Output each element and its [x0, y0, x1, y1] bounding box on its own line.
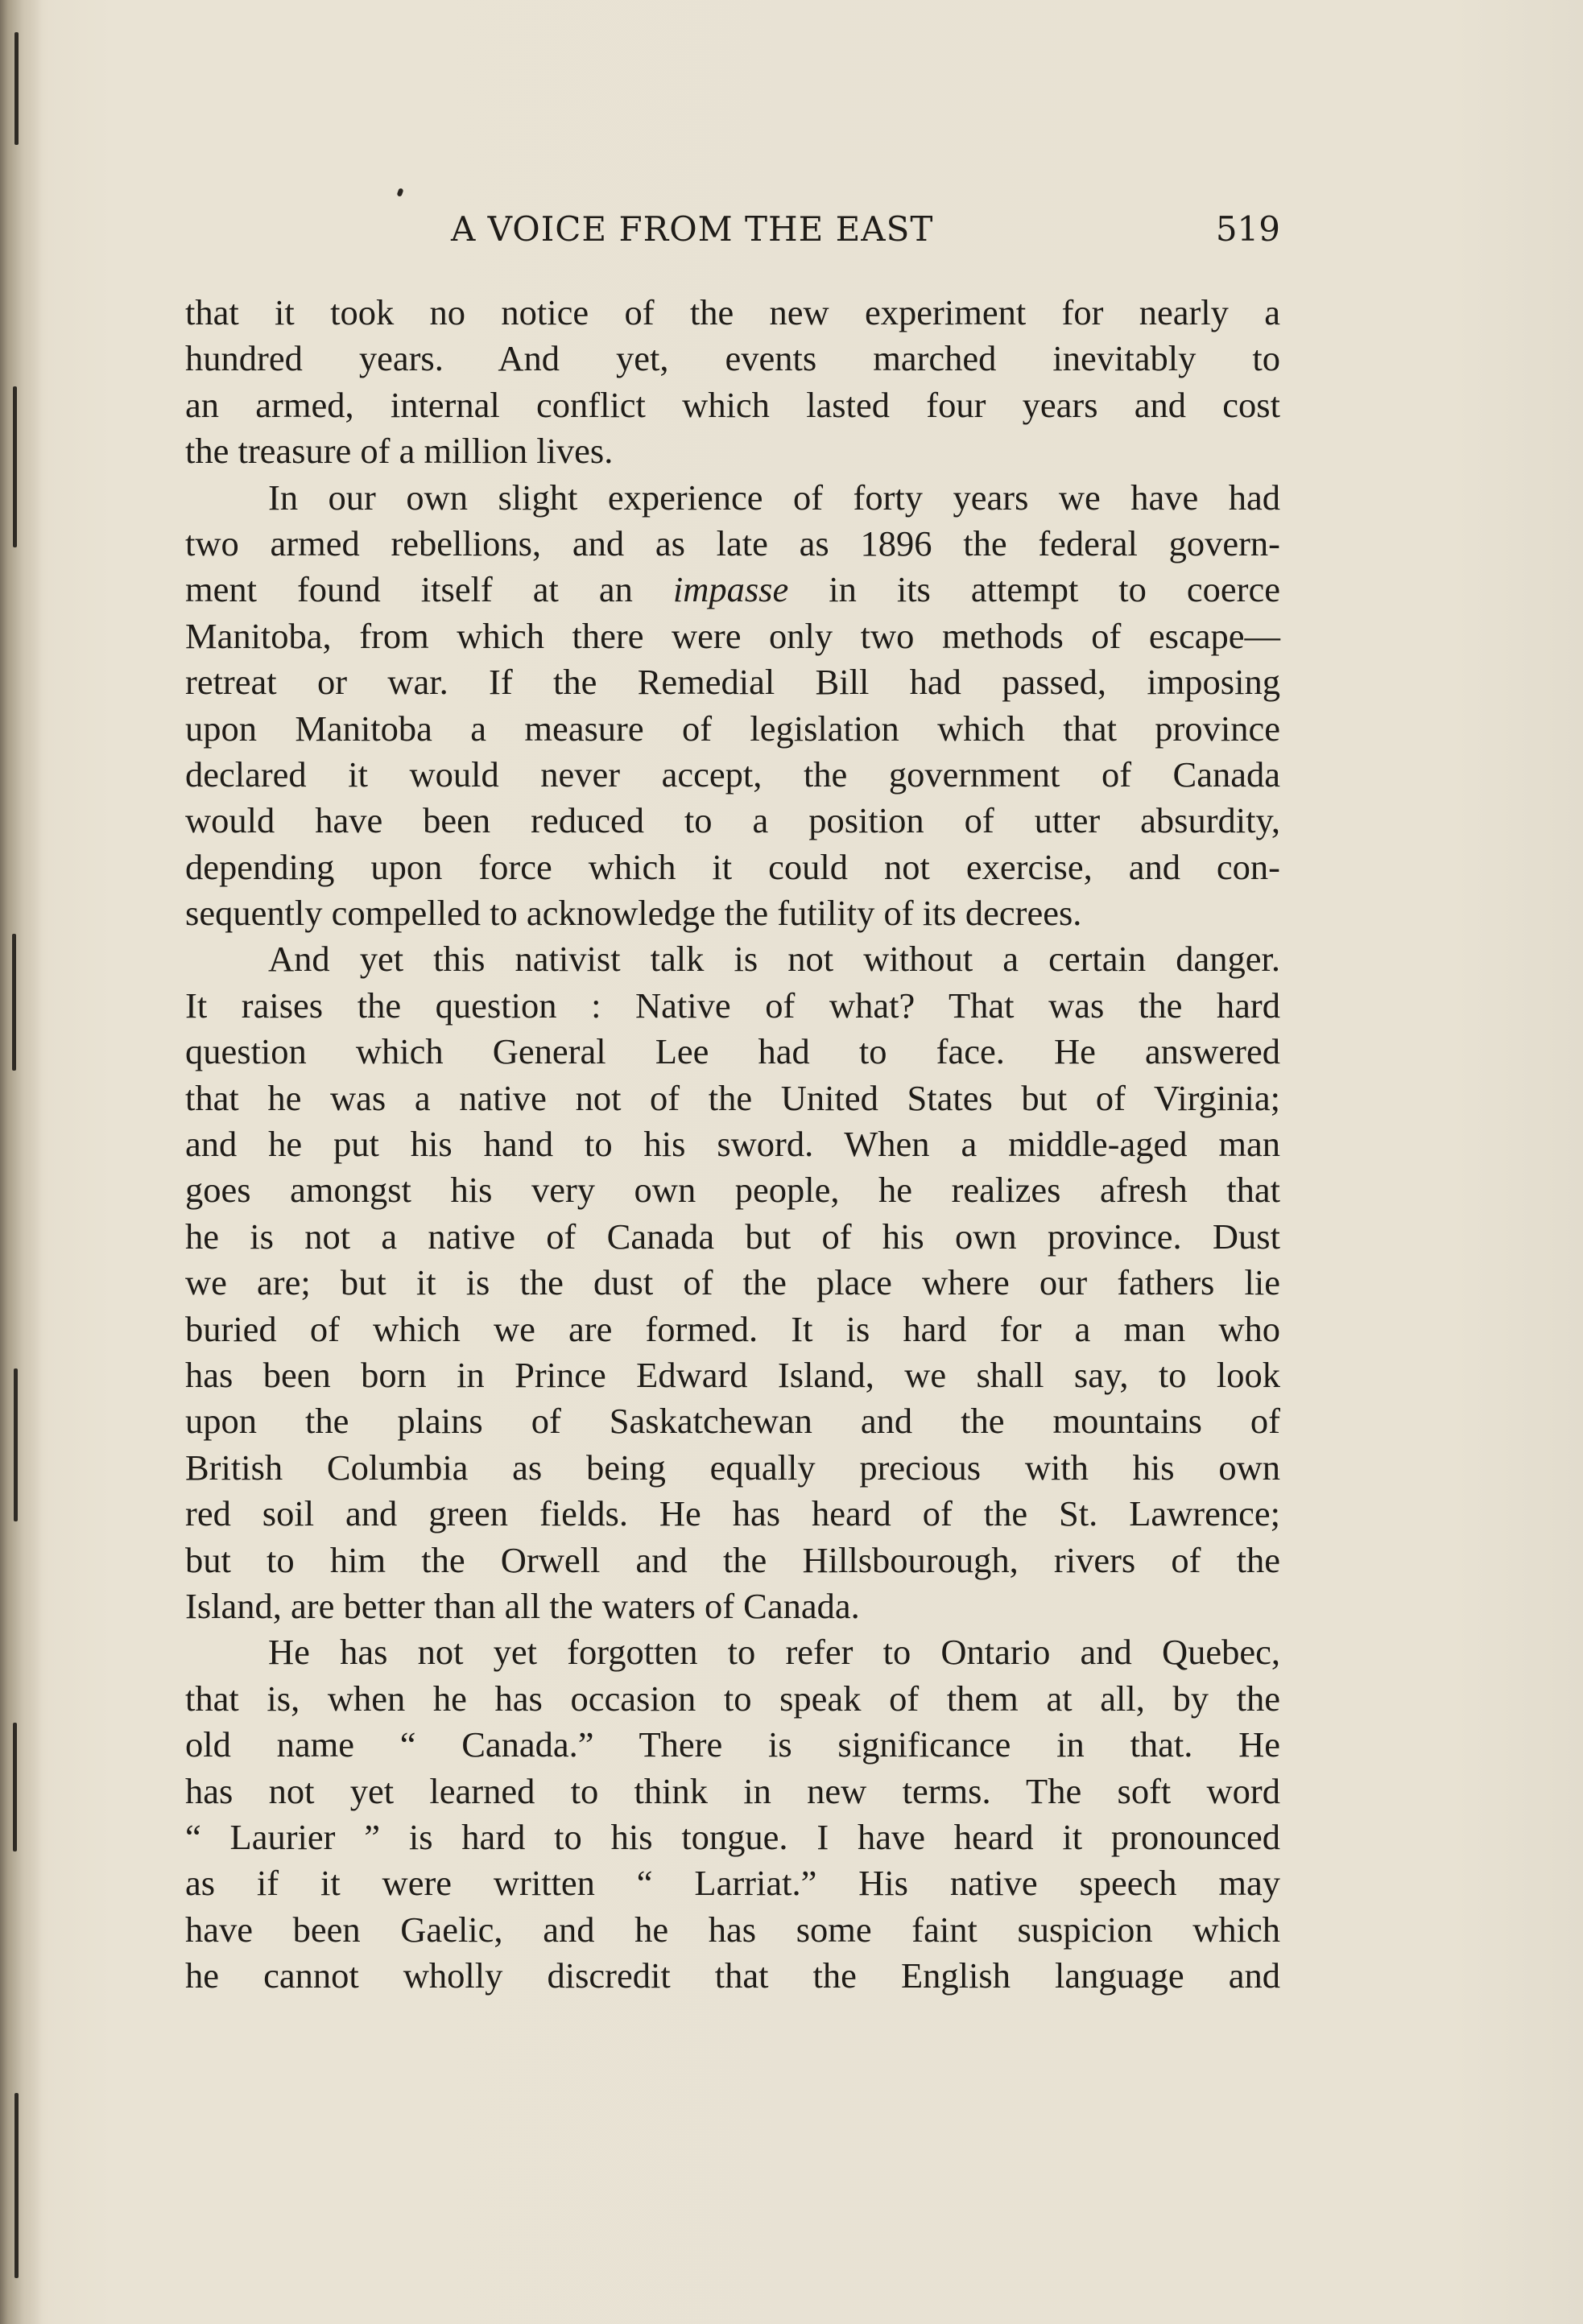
- binding-thread-mark: [14, 32, 19, 145]
- text-line: British Columbia as being equally precious with his own: [185, 1447, 1280, 1488]
- text-line: that it took no notice of the new experiment for nearly a: [185, 292, 1280, 332]
- text-line: as if it were written “ Larriat.” His native speech may: [185, 1863, 1280, 1904]
- text-line: upon the plains of Saskatchewan and the mountains of: [185, 1401, 1280, 1442]
- ink-dot: [396, 188, 403, 196]
- text-line: In our own slight experience of forty years we have had: [268, 477, 1280, 518]
- binding-thread-mark: [12, 934, 16, 1071]
- text-line: Manitoba, from which there were only two methods of escape—: [185, 615, 1280, 656]
- text-line: buried of which we are formed. It is hard for a man who: [185, 1308, 1280, 1349]
- text-line: He has not yet forgotten to refer to Ontario and Quebec,: [268, 1632, 1280, 1673]
- binding-thread-mark: [13, 386, 17, 547]
- italic-term: impasse: [672, 569, 789, 610]
- binding-thread-mark: [14, 1368, 18, 1521]
- text-line: goes amongst his very own people, he realizes afresh that: [185, 1170, 1280, 1211]
- binding-edge: [0, 0, 42, 2324]
- text-line: an armed, internal conflict which lasted four years and cost: [185, 384, 1280, 425]
- text-line: that is, when he has occasion to speak of them at all, by the: [185, 1678, 1280, 1719]
- text-line: would have been reduced to a position of utter absurdity,: [185, 800, 1280, 841]
- text-line: “ Laurier ” is hard to his tongue. I have heard it pronounced: [185, 1816, 1280, 1857]
- binding-thread-mark: [14, 2093, 19, 2278]
- text-line: that he was a native not of the United States but of Virginia;: [185, 1077, 1280, 1118]
- text-line: and he put his hand to his sword. When a middle-aged man: [185, 1124, 1280, 1165]
- running-header: [185, 209, 1280, 258]
- text-line: he is not a native of Canada but of his own province. Dust: [185, 1216, 1280, 1257]
- text-line: two armed rebellions, and as late as 1896 the federal govern-: [185, 522, 1280, 563]
- text-line: we are; but it is the dust of the place where our fathers lie: [185, 1262, 1280, 1303]
- binding-thread-mark: [13, 1723, 17, 1851]
- text-line: but to him the Orwell and the Hillsbourough, rivers of the: [185, 1539, 1280, 1580]
- text-line: has been born in Prince Edward Island, we shall say, to look: [185, 1354, 1280, 1395]
- text-line: upon Manitoba a measure of legislation which that province: [185, 708, 1280, 749]
- text-line: hundred years. And yet, events marched inevitably to: [185, 338, 1280, 379]
- text-line: have been Gaelic, and he has some faint suspicion which: [185, 1909, 1280, 1950]
- text-segment: in its attempt to coerce: [788, 569, 1280, 610]
- text-line: retreat or war. If the Remedial Bill had passed, imposing: [185, 662, 1280, 703]
- text-line: he cannot wholly discredit that the English language and: [185, 1955, 1280, 1996]
- text-segment: ment found itself at an: [185, 569, 673, 610]
- text-line: And yet this nativist talk is not without a certain danger.: [268, 939, 1280, 980]
- text-line: depending upon force which it could not exercise, and con-: [185, 846, 1280, 887]
- text-line: has not yet learned to think in new terms. The soft word: [185, 1770, 1280, 1811]
- page-number: 519: [1215, 209, 1280, 249]
- body-text: [185, 290, 1280, 1999]
- text-line: red soil and green fields. He has heard of the St. Lawrence;: [185, 1493, 1280, 1534]
- text-line: sequently compelled to acknowledge the futility of its decrees.: [185, 893, 1082, 934]
- text-line: Island, are better than all the waters of Canada.: [185, 1585, 860, 1626]
- text-line: [185, 567, 1280, 613]
- text-line: old name “ Canada.” There is significance in that. He: [185, 1724, 1280, 1765]
- text-line: It raises the question : Native of what? That was the hard: [185, 985, 1280, 1026]
- text-line: the treasure of a million lives.: [185, 431, 614, 472]
- text-line: declared it would never accept, the government of Canada: [185, 753, 1280, 795]
- text-line: question which General Lee had to face. He answered: [185, 1031, 1280, 1072]
- running-title: A VOICE FROM THE EAST: [451, 209, 934, 249]
